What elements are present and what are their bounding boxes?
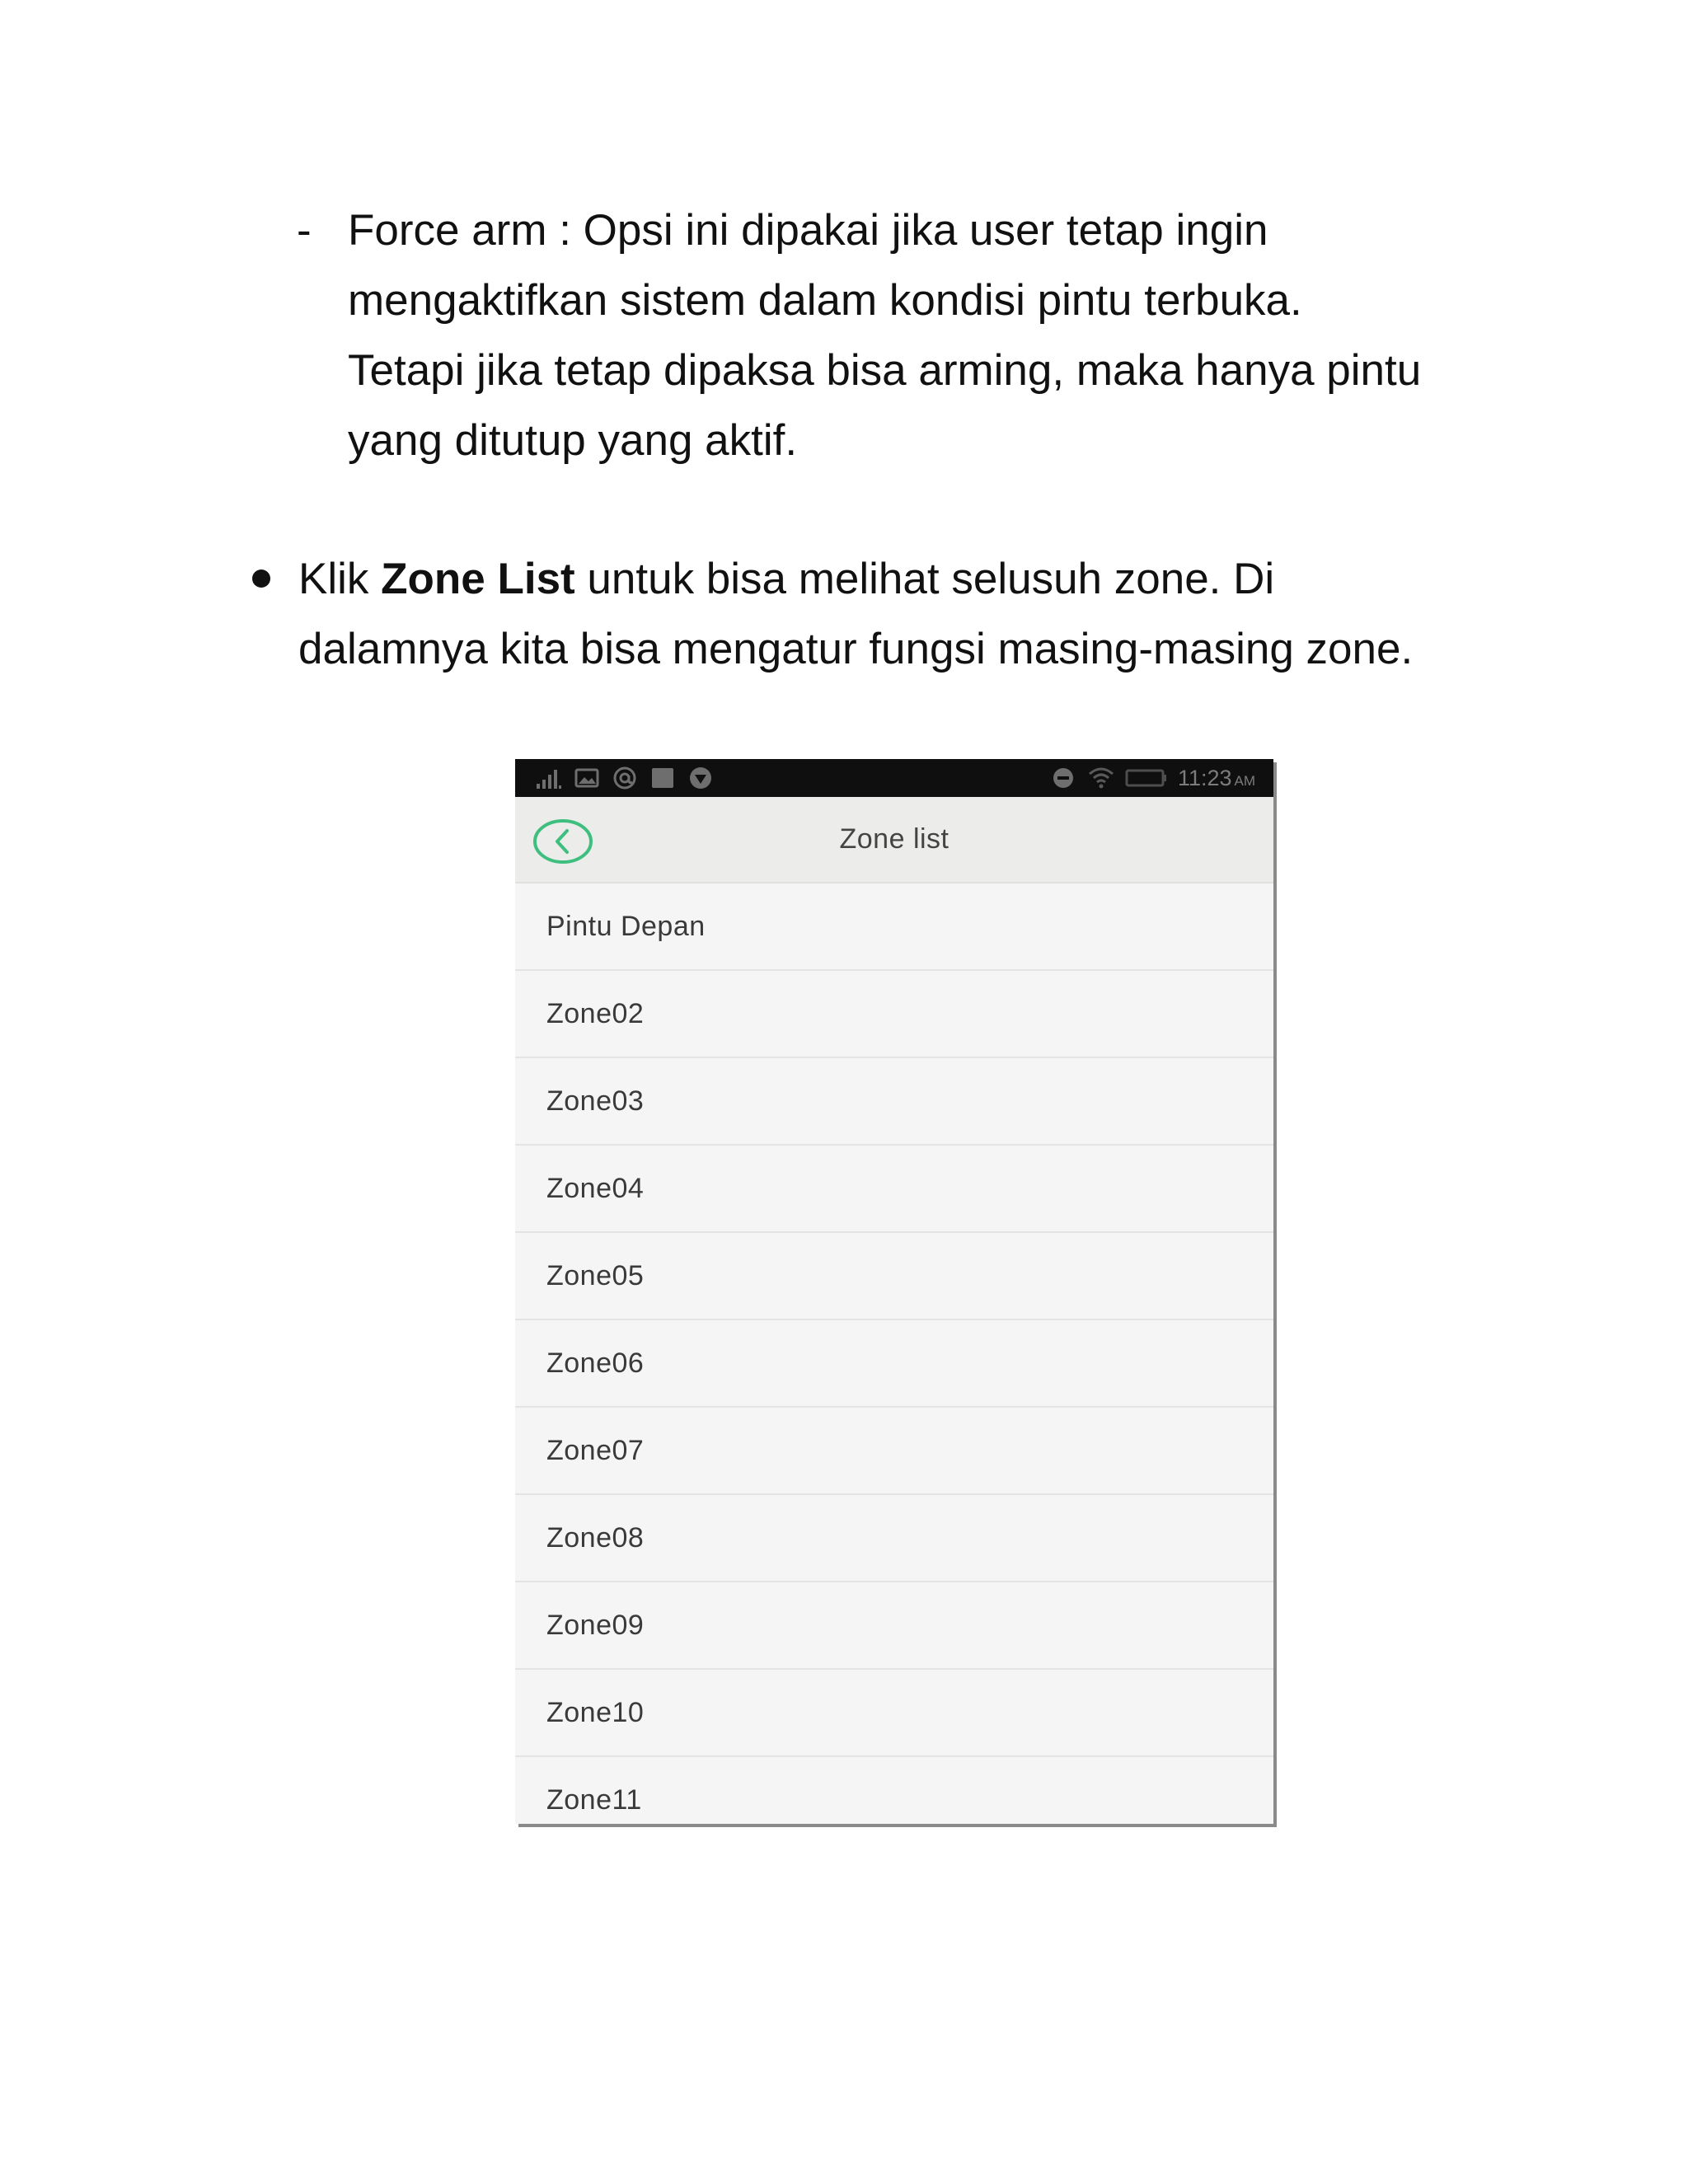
zone-label: Zone03 [546,1085,645,1117]
dash-item-body [348,195,1535,476]
zone-label: Zone07 [546,1435,645,1466]
bullet-bold-term: Zone List [381,555,575,603]
zone-label: Zone11 [546,1784,642,1816]
status-time-ampm: AM [1234,772,1255,789]
app-header [515,797,1273,883]
chevron-left-icon [532,818,593,865]
status-time-value: 11:23 [1177,765,1232,790]
zone-label: Zone02 [546,998,645,1029]
location-icon [687,766,715,790]
status-bar [515,759,1273,797]
zone-label: Zone04 [546,1173,645,1204]
phone-screenshot [515,759,1273,1824]
zone-list-item[interactable] [515,1058,1273,1146]
dash-line-2: mengaktifkan sistem dalam kondisi pintu terbuka. [348,276,1302,325]
zone-label: Zone08 [546,1522,645,1554]
zone-list-item[interactable] [515,883,1273,971]
zone-list-item[interactable] [515,1146,1273,1233]
wifi-icon [1087,766,1115,790]
dash-marker: - [297,206,312,255]
zone-list-item[interactable] [515,971,1273,1058]
bullet-line-2: dalamnya kita bisa mengatur fungsi masing-masing zone. [298,625,1414,673]
status-icons-right [1049,764,1255,792]
zone-list-item[interactable] [515,1670,1273,1757]
bullet-dot [252,569,270,588]
signal-icon [535,766,563,790]
at-icon [611,766,639,790]
zone-list-item[interactable] [515,1757,1273,1824]
bullet-line-1 [298,544,1568,614]
square-icon [649,766,677,790]
zone-label: Zone06 [546,1347,645,1379]
zone-list-item[interactable] [515,1408,1273,1495]
zone-label: Pintu Depan [546,911,706,942]
bullet-prefix: Klik [298,555,382,603]
page-title: Zone list [839,823,950,855]
back-button[interactable] [532,818,593,865]
zone-list-item[interactable] [515,1233,1273,1320]
dash-line-3: Tetapi jika tetap dipaksa bisa arming, maka hanya pintu [348,346,1422,395]
zone-label: Zone09 [546,1610,645,1641]
battery-icon [1125,766,1168,790]
minus-circle-icon [1049,766,1077,790]
bullet-item-body [298,544,1568,684]
zone-list [515,883,1273,1824]
status-icons-left [535,764,715,792]
zone-list-item[interactable] [515,1495,1273,1582]
zone-list-item[interactable] [515,1582,1273,1670]
zone-label: Zone05 [546,1260,645,1291]
image-icon [573,766,601,790]
zone-label: Zone10 [546,1697,645,1728]
dash-line-4: yang ditutup yang aktif. [348,416,798,465]
status-time [1178,766,1255,791]
zone-list-item[interactable] [515,1320,1273,1408]
bullet-line-1-rest: untuk bisa melihat selusuh zone. Di [574,555,1275,603]
dash-line-1: Force arm : Opsi ini dipakai jika user tetap ingin [348,206,1268,255]
